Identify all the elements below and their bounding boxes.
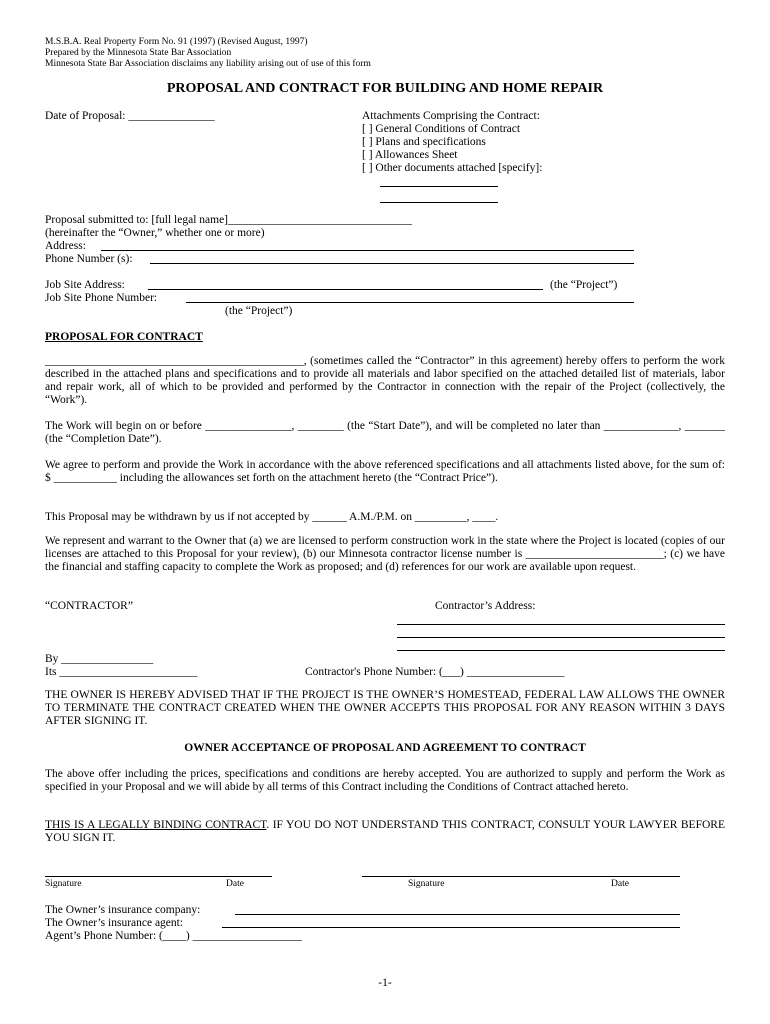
job-site-address-line: [148, 289, 543, 290]
contractor-address-line-3: [397, 650, 725, 651]
insurance-company-line: [235, 914, 680, 915]
page-number: -1-: [378, 977, 392, 989]
job-site-address-label: Job Site Address:: [45, 279, 125, 291]
owner-signature-line-2[interactable]: [362, 876, 680, 877]
start-completion-paragraph: The Work will begin on or before _______________, ________ (the “Start Date”), and will be completed no later than _____________, _______ (the “Completion Date”).: [45, 420, 725, 445]
signature-caption-2: Signature: [408, 879, 445, 889]
the-project-label-2: (the “Project”): [225, 305, 293, 317]
date-of-proposal: Date of Proposal: _______________: [45, 110, 215, 122]
proposal-submitted-to: Proposal submitted to: [full legal name]________________________________: [45, 214, 413, 226]
signature-caption-1: Signature: [45, 879, 82, 889]
contract-price-paragraph: We agree to perform and provide the Work in accordance with the above referenced specifications and all attachments listed above, for the sum of: $ ___________ including the allowances set forth on the attachment hereto (the “Contract Price”).: [45, 459, 725, 484]
agent-phone-label: Agent’s Phone Number: (____) ___________________: [45, 930, 302, 942]
document-title: PROPOSAL AND CONTRACT FOR BUILDING AND HOME REPAIR: [166, 81, 604, 96]
insurance-agent-label: The Owner’s insurance agent:: [45, 917, 184, 929]
prepared-by-line: Prepared by the Minnesota State Bar Association: [45, 48, 232, 58]
owner-phone-label: Phone Number (s):: [45, 253, 133, 265]
attachment-plans: [ ] Plans and specifications: [362, 136, 486, 148]
owner-phone-line: [150, 263, 634, 264]
form-number-line: M.S.B.A. Real Property Form No. 91 (1997) (Revised August, 1997): [45, 37, 308, 47]
attachment-other: [ ] Other documents attached [specify]:: [362, 162, 543, 174]
attachment-allowances: [ ] Allowances Sheet: [362, 149, 458, 161]
the-project-label-1: (the “Project”): [550, 279, 618, 291]
job-site-phone-line: [186, 302, 634, 303]
attachments-heading: Attachments Comprising the Contract:: [362, 110, 540, 122]
owner-signature-line-1[interactable]: [45, 876, 272, 877]
attachment-general-conditions: [ ] General Conditions of Contract: [362, 123, 521, 135]
binding-contract-notice: [45, 819, 725, 845]
binding-contract-underlined: THIS IS A LEGALLY BINDING CONTRACT: [45, 819, 267, 831]
contractor-by-line: By ________________: [45, 653, 154, 665]
homestead-notice: THE OWNER IS HEREBY ADVISED THAT IF THE PROJECT IS THE OWNER’S HOMESTEAD, FEDERAL LAW ALLOWS THE OWNER TO TERMINATE THE CONTRACT CREATED WHEN THE OWNER ACCEPTS THIS PROPOSAL FOR ANY REASON WITHIN 3 DAYS AFTER SIGNING IT.: [45, 689, 725, 727]
contractor-label: “CONTRACTOR”: [45, 600, 133, 612]
acceptance-paragraph: The above offer including the prices, specifications and conditions are hereby accepted. You are authorized to supply and perform the Work as specified in your Proposal and we will abide by all terms of this Contract including the Conditions of Contract attached hereto.: [45, 768, 725, 793]
binding-contract-rest: . IF YOU DO NOT UNDERSTAND THIS CONTRACT, CONSULT YOUR LAWYER BEFORE YOU SIGN IT.: [45, 819, 725, 844]
contractor-address-line-2: [397, 637, 725, 638]
contractor-address-line-1: [397, 624, 725, 625]
withdrawal-paragraph: This Proposal may be withdrawn by us if not accepted by ______ A.M./P.M. on _________, ____.: [45, 511, 499, 523]
contractor-phone-line: Contractor's Phone Number: (___) _________________: [305, 666, 565, 678]
insurance-agent-line: [222, 927, 680, 928]
acceptance-heading: OWNER ACCEPTANCE OF PROPOSAL AND AGREEMENT TO CONTRACT: [184, 742, 586, 754]
disclaimer-line: Minnesota State Bar Association disclaims any liability arising out of use of this form: [45, 59, 371, 69]
owner-definition: (hereinafter the “Owner,” whether one or more): [45, 227, 265, 239]
other-documents-line-2: [380, 202, 498, 203]
contractor-address-label: Contractor’s Address:: [435, 600, 536, 612]
contractor-its-line: Its ________________________: [45, 666, 198, 678]
other-documents-line-1: [380, 186, 498, 187]
job-site-phone-label: Job Site Phone Number:: [45, 292, 158, 304]
contractor-offer-paragraph: _____________________________________________, (sometimes called the “Contractor” in this agreement) hereby offers to perform the work described in the attached plans and specifications and to provide all materials and labor specified on the attached detailed list of materials, labor and repair work, all of which to be provided and performed by the Contractor in connection with the repair of the Project (collectively, the “Work”).: [45, 355, 725, 406]
warranty-paragraph: We represent and warrant to the Owner that (a) we are licensed to perform construction work in the state where the Project is located (copies of our licenses are attached to this Proposal for your review), (b) our Minnesota contractor license number is ________________________; (c) we have the financial and staffing capacity to complete the Work as proposed; and (d) references for our work are available upon request.: [45, 535, 725, 573]
owner-address-label: Address:: [45, 240, 86, 252]
date-caption-1: Date: [226, 879, 244, 889]
insurance-company-label: The Owner’s insurance company:: [45, 904, 201, 916]
proposal-for-contract-heading: PROPOSAL FOR CONTRACT: [45, 331, 203, 343]
date-caption-2: Date: [611, 879, 629, 889]
owner-address-line: [101, 250, 634, 251]
